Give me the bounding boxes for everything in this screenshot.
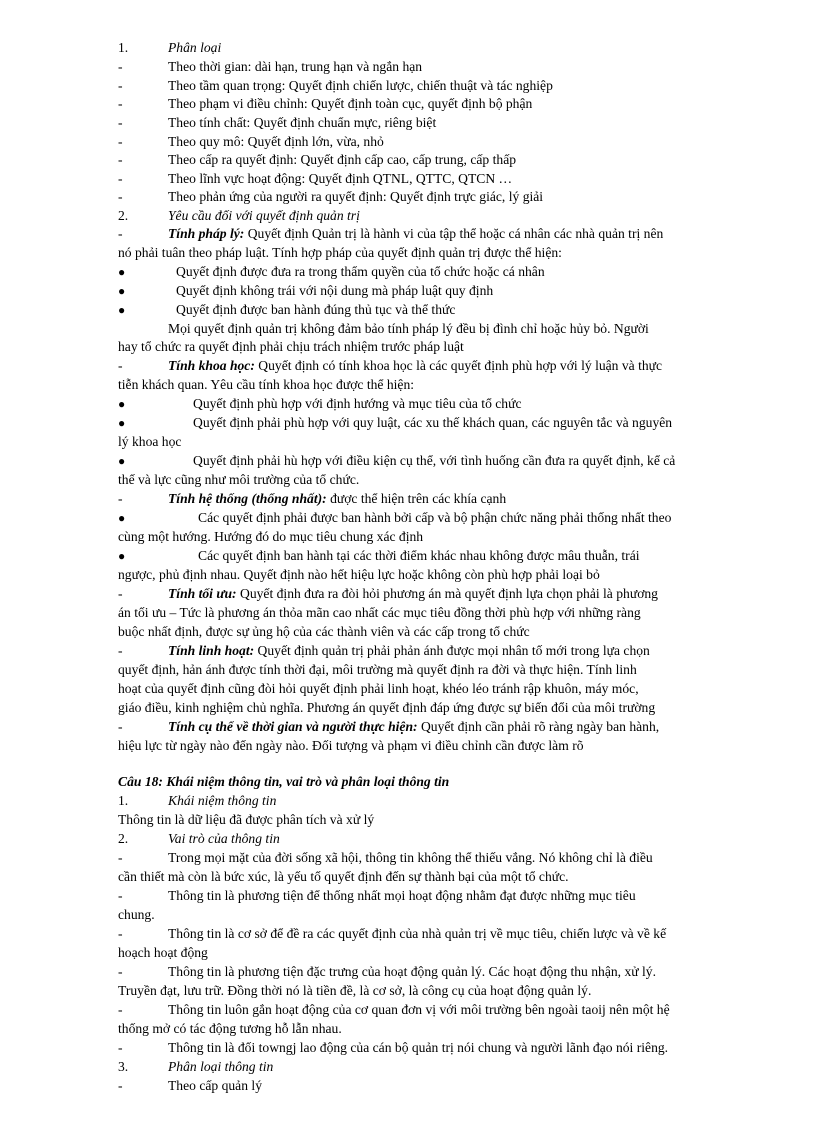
question-title: Câu 18: Khái niệm thông tin, vai trò và phân loại thông tin [118, 774, 450, 789]
paragraph-line: ngược, phủ định nhau. Quyết định nào hết hiệu lực hoặc không còn phù hợp phải loại bỏ [118, 567, 600, 582]
paragraph-line: lý khoa học [118, 434, 182, 449]
paragraph-line: thế và lực cũng như môi trường của tổ chức. [118, 472, 360, 487]
paragraph-line: tiễn khách quan. Yêu cầu tính khoa học được thể hiện: [118, 377, 415, 392]
paragraph-line: thống mở có tác động tương hỗ lẫn nhau. [118, 1021, 342, 1036]
paragraph-line: hiệu lực từ ngày nào đến ngày nào. Đối tượng và phạm vi điều chỉnh cần được làm rõ [118, 738, 584, 753]
document-page: 1. Phân loại - Theo thời gian: dài hạn, trung hạn và ngắn hạn - Theo tầm quan trọng: Quyết định chiến lược, chiến thuật và tác nghiệp - Theo phạm vi điều chỉnh: Quyết định toàn cục, quyết định bộ phận - Theo tính chất: Quyết định chuẩn mực, riêng biệt - Theo quy mô: Quyết định lớn, vừa, nhỏ - Theo cấp ra quyết định: Quyết định cấp cao, cấp trung, cấp thấp - Theo lĩnh vực hoạt động: Quyết định QTNL, QTTC, QTCN … - Theo phản ứng của người ra quyết định: Quyết định trực giác, lý giải 2. Yêu cầu đối với quyết định quản trị - Tính pháp lý: Quyết định Quản trị là hành vi của tập thể hoặc cá nhân các nhà quản trị nên nó phải tuân theo pháp luật. Tính hợp pháp của quyết định quản trị được thể hiện: ● Quyết định được đưa ra trong thẩm quyền của tổ chức hoặc cá nhân ● Quyết định không trái với nội dung mà pháp luật quy định ● Quyết định được ban hành đúng thủ tục và thể thức Mọi quyết định quản trị không đảm bảo tính pháp lý đều bị đình chỉ hoặc hủy bỏ. Người hay tổ chức ra quyết định phải chịu trách nhiệm trước pháp luật - Tính khoa học: Quyết định có tính khoa học là các quyết định phù hợp với lý luận và thực tiễn khách quan. Yêu cầu tính khoa học được thể hiện: ● Quyết định phù hợp với định hướng và mục tiêu của tổ chức ● Quyết định phải phù hợp với quy luật, các xu thế khách quan, các nguyên tắc và nguyên lý khoa học ● Quyết định phải hù hợp với điều kiện cụ thể, với tình huống cần đưa ra quyết định, kể cả thế và lực cũng như môi trường của tổ chức. - Tính hệ thống (thống nhất): được thể hiện trên các khía cạnh ● Các quyết định phải được ban hành bởi cấp và bộ phận chức năng phải thống nhất theo cùng một hướng. Hướng đó do mục tiêu chung xác định ● Các quyết định ban hành tại các thời điểm khác nhau không được mâu thuẫn, trái ngược, phủ định nhau. Quyết định nào hết hiệu lực hoặc không còn phù hợp phải loại bỏ - Tính tối ưu: Quyết định đưa ra đòi hỏi phương án mà quyết định lựa chọn phải là phương án tối ưu – Tức là phương án thỏa mãn cao nhất các mục tiêu đồng thời phù hợp với những ràng buộc nhất định, được sự ủng hộ của các thành viên và các cấp trong tổ chức - Tính linh hoạt: Quyết định quản trị phải phản ánh được mọi nhân tố mới trong lựa chọn quyết định, hản ánh được tính thời đại, môi trường mà quyết định ra đời và thực hiện. Tính linh hoạt của quyết định cũng đòi hỏi quyết định phải linh hoạt, khéo léo tránh rập khuôn, máy móc, giáo điều, kinh nghiệm chủ nghĩa. Phương án quyết định đáp ứng được sự biến đổi của môi trường - Tính cụ thể về thời gian và người thực hiện: Quyết định cần phải rõ ràng ngày ban hành, hiệu lực từ ngày nào đến ngày nào. Đối tượng và phạm vi điều chỉnh cần được làm rõ Câu 18: Khái niệm thông tin, vai trò và phân loại thông tin 1. Khái niệm thông tin Thông tin là dữ liệu đã được phân tích và xử lý 2. Vai trò của thông tin - Trong mọi mặt của đời sống xã hội, thông tin không thể thiếu vắng. Nó không chỉ là điều cần thiết mà còn là bức xúc, là yếu tố quyết định đến sự thành bại của một tổ chức. - Thông tin là phương tiện để thống nhất mọi hoạt động nhằm đạt được những mục tiêu chung. - Thông tin là cơ sở để đề ra các quyết định của nhà quản trị về mục tiêu, chiến lược và về kế hoạch hoạt động - Thông tin là phương tiện đặc trưng của hoạt động quản lý. Các hoạt động thu nhận, xử lý. Truyền đạt, lưu trữ. Đồng thời nó là tiền đề, là cơ sở, là công cụ của hoạt động quản lý. - Thông tin luôn gắn hoạt động của cơ quan đơn vị với môi trường bên ngoài taoij nên một hệ thống mở có tác động tương hỗ lẫn nhau. - Thông tin là đối towngj lao động của cán bộ quản trị nói chung và người lãnh đạo nói riêng. 3. Phân loại thông tin - Theo cấp quản lý [0, 0, 816, 1123]
paragraph-line: cùng một hướng. Hướng đó do mục tiêu chung xác định [118, 529, 424, 544]
paragraph-line: hoạt của quyết định cũng đòi hỏi quyết định phải linh hoạt, khéo léo tránh rập khuôn, máy móc, [118, 681, 639, 696]
definition-line: Thông tin là dữ liệu đã được phân tích và xử lý [118, 812, 375, 827]
paragraph-line: giáo điều, kinh nghiệm chủ nghĩa. Phương án quyết định đáp ứng được sự biến đổi của môi trường [118, 700, 656, 715]
paragraph-line: án tối ưu – Tức là phương án thỏa mãn cao nhất các mục tiêu đồng thời phù hợp với những ràng [118, 605, 641, 620]
paragraph-line: quyết định, hản ánh được tính thời đại, môi trường mà quyết định ra đời và thực hiện. Tính linh [118, 662, 637, 677]
paragraph-line: hay tổ chức ra quyết định phải chịu trách nhiệm trước pháp luật [118, 339, 464, 354]
paragraph-line: Truyền đạt, lưu trữ. Đồng thời nó là tiền đề, là cơ sở, là công cụ của hoạt động quản lý. [118, 983, 592, 998]
paragraph-line: cần thiết mà còn là bức xúc, là yếu tố quyết định đến sự thành bại của một tổ chức. [118, 869, 569, 884]
paragraph-line: chung. [118, 907, 155, 922]
paragraph-line: hoạch hoạt động [118, 945, 208, 960]
paragraph-line: nó phải tuân theo pháp luật. Tính hợp pháp của quyết định quản trị được thể hiện: [118, 245, 562, 260]
paragraph-line: buộc nhất định, được sự ủng hộ của các thành viên và các cấp trong tổ chức [118, 624, 530, 639]
